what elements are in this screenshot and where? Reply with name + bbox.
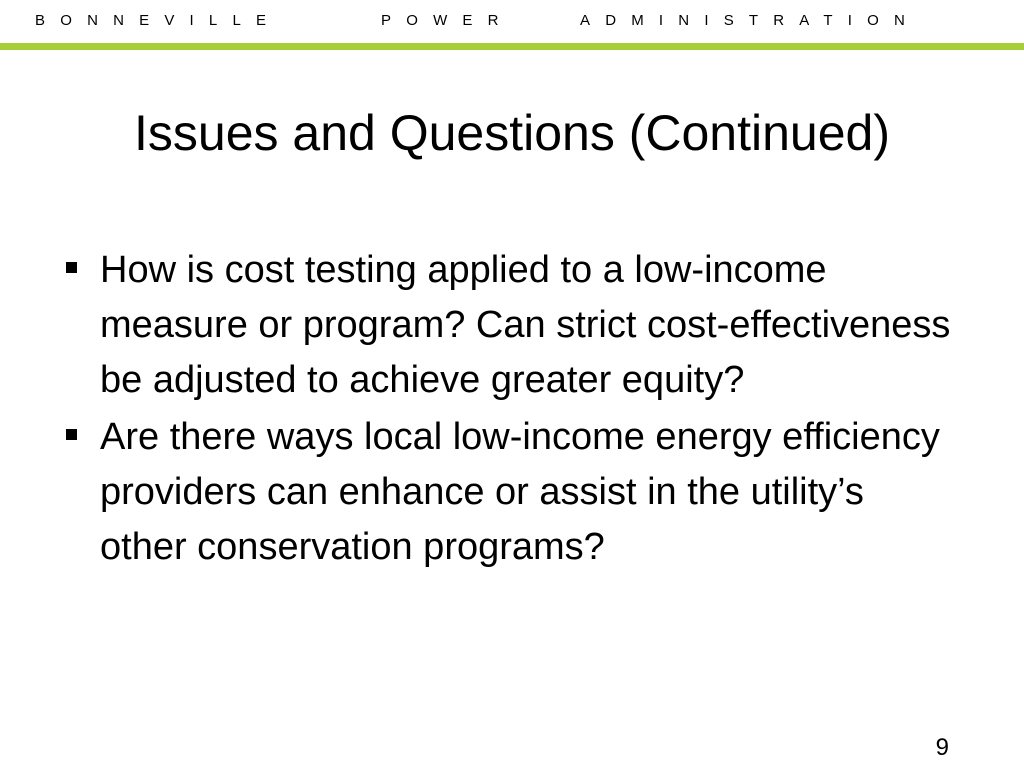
bullet-text: Are there ways local low-income energy efficiency providers can enhance or assist in the utility’s other conservation programs? <box>100 416 940 568</box>
bullet-item-cost-testing <box>0 243 960 408</box>
bullet-text: How is cost testing applied to a low-income measure or program? Can strict cost-effectiveness be adjusted to achieve greater equity? <box>100 249 951 401</box>
bullet-list <box>0 243 1024 577</box>
banner-word-administration: ADMINISTRATION <box>580 12 921 29</box>
organization-banner <box>0 0 1024 44</box>
banner-word-bonneville: BONNEVILLE <box>35 12 282 29</box>
slide-title: Issues and Questions (Continued) <box>134 105 890 161</box>
header-divider <box>0 43 1024 50</box>
page-number: 9 <box>935 734 949 761</box>
square-bullet-icon <box>66 262 77 273</box>
bullet-item-local-providers <box>0 410 960 575</box>
banner-word-power: POWER <box>381 12 514 29</box>
square-bullet-icon <box>66 429 77 440</box>
